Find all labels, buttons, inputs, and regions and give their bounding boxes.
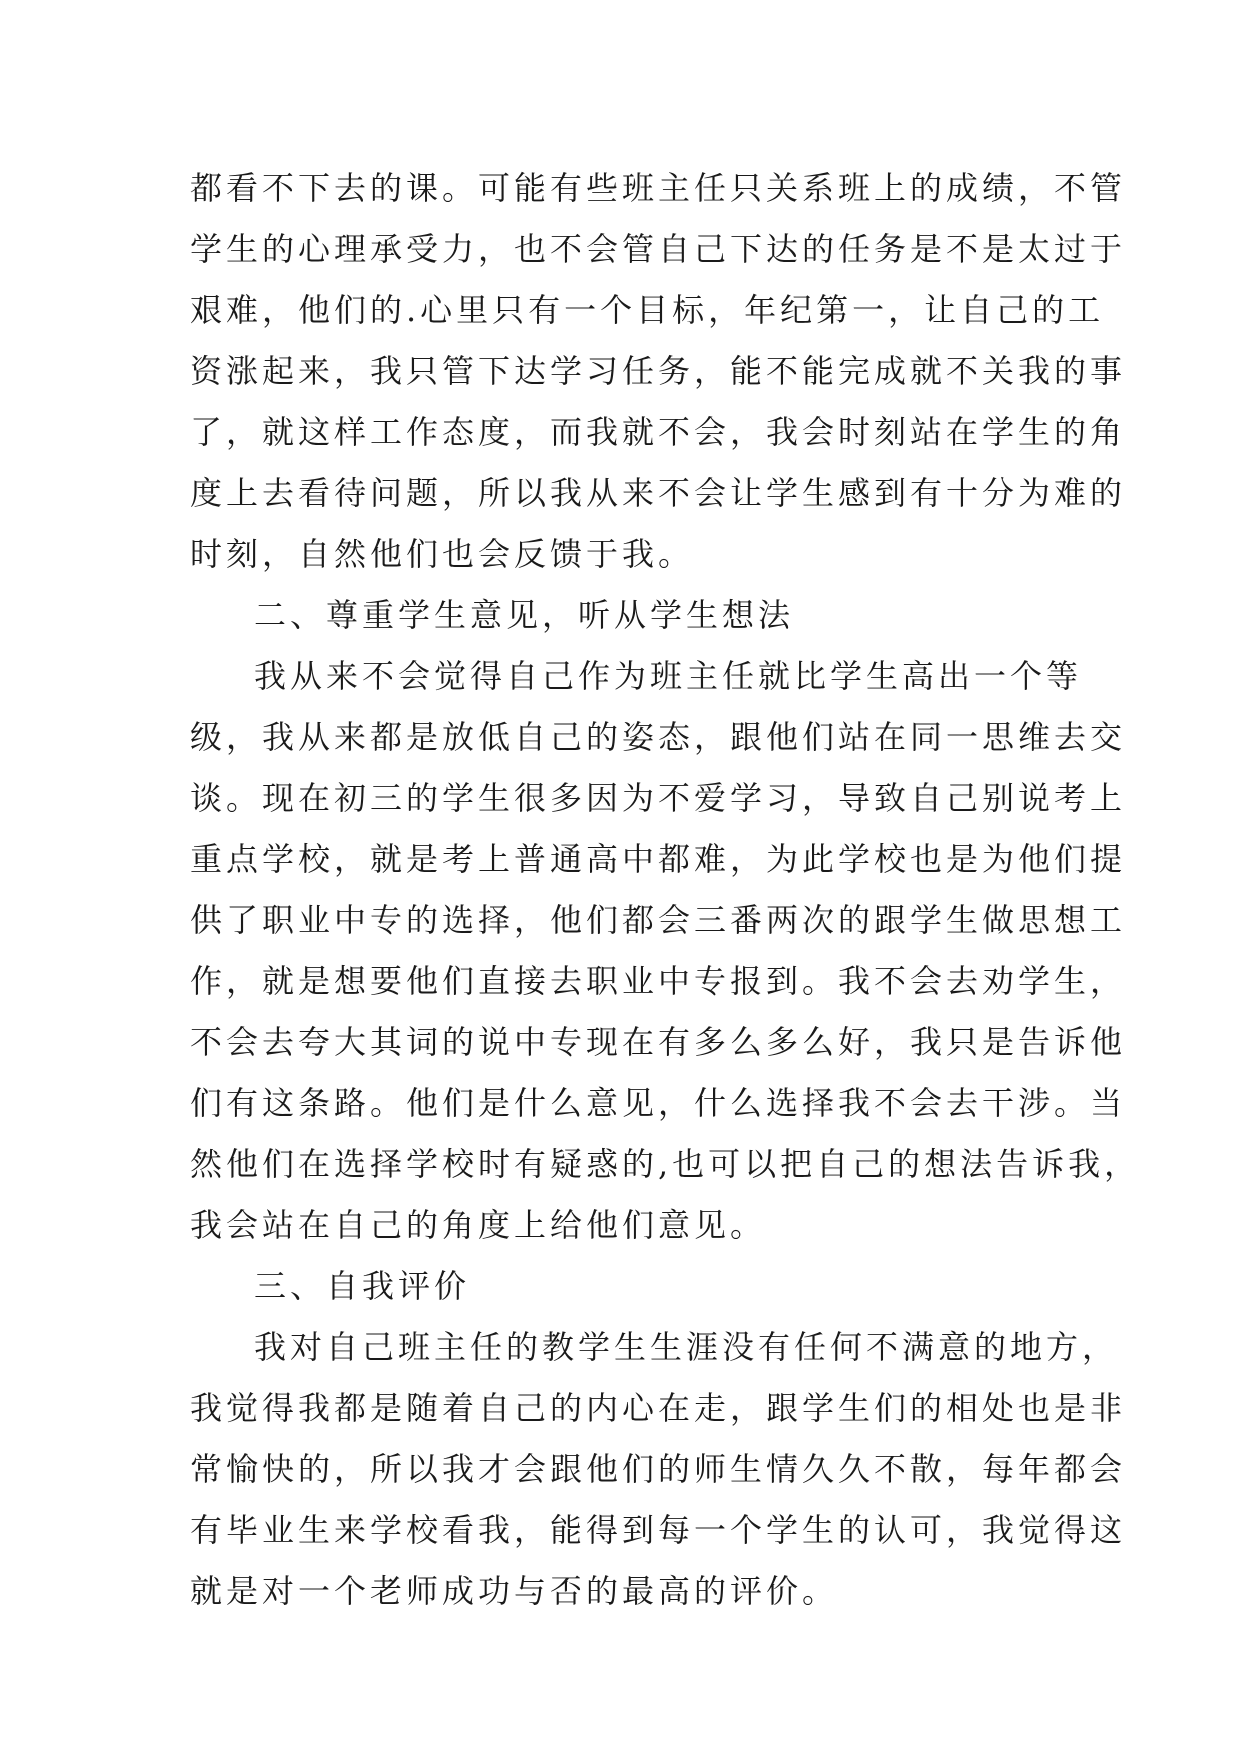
- text-line: 们有这条路。他们是什么意见，什么选择我不会去干涉。当: [190, 1084, 1127, 1122]
- text-line: 供了职业中专的选择，他们都会三番两次的跟学生做思想工: [190, 901, 1127, 939]
- text-line: 度上去看待问题，所以我从来不会让学生感到有十分为难的: [190, 474, 1127, 512]
- text-line: 资涨起来，我只管下达学习任务，能不能完成就不关我的事: [190, 352, 1127, 390]
- text-line: 作，就是想要他们直接去职业中专报到。我不会去劝学生，: [190, 962, 1127, 1000]
- text-line: 了，就这样工作态度，而我就不会，我会时刻站在学生的角: [190, 413, 1127, 451]
- paragraph-respect-students: [190, 646, 1141, 1256]
- text-line: 级，我从来都是放低自己的姿态，跟他们站在同一思维去交: [190, 718, 1127, 756]
- document-body: [190, 158, 1141, 1622]
- text-line: 有毕业生来学校看我，能得到每一个学生的认可，我觉得这: [190, 1511, 1127, 1549]
- paragraph-continued: [190, 158, 1127, 585]
- text-line: 重点学校，就是考上普通高中都难，为此学校也是为他们提: [190, 840, 1127, 878]
- text-line: 我觉得我都是随着自己的内心在走，跟学生们的相处也是非: [190, 1389, 1127, 1427]
- text-line: 都看不下去的课。可能有些班主任只关系班上的成绩，不管: [190, 169, 1127, 207]
- text-line: 时刻，自然他们也会反馈于我。: [190, 535, 695, 573]
- section-heading-3: 三、自我评价: [254, 1267, 471, 1305]
- text-line: 我会站在自己的角度上给他们意见。: [190, 1206, 767, 1244]
- section-heading-2: 二、尊重学生意见，听从学生想法: [254, 596, 795, 634]
- text-line: 我从来不会觉得自己作为班主任就比学生高出一个等: [254, 657, 1083, 695]
- text-line: 不会去夸大其词的说中专现在有多么多么好，我只是告诉他: [190, 1023, 1127, 1061]
- paragraph-self-evaluation: [190, 1317, 1127, 1622]
- text-line: 常愉快的，所以我才会跟他们的师生情久久不散，每年都会: [190, 1450, 1127, 1488]
- text-line: 学生的心理承受力，也不会管自己下达的任务是不是太过于: [190, 230, 1127, 268]
- text-line: 我对自己班主任的教学生生涯没有任何不满意的地方，: [254, 1328, 1119, 1366]
- text-line: 谈。现在初三的学生很多因为不爱学习，导致自己别说考上: [190, 779, 1127, 817]
- text-line: 然他们在选择学校时有疑惑的,也可以把自己的想法告诉我，: [190, 1145, 1141, 1183]
- text-line: 艰难，他们的.心里只有一个目标，年纪第一，让自己的工: [190, 291, 1105, 329]
- text-line: 就是对一个老师成功与否的最高的评价。: [190, 1572, 839, 1610]
